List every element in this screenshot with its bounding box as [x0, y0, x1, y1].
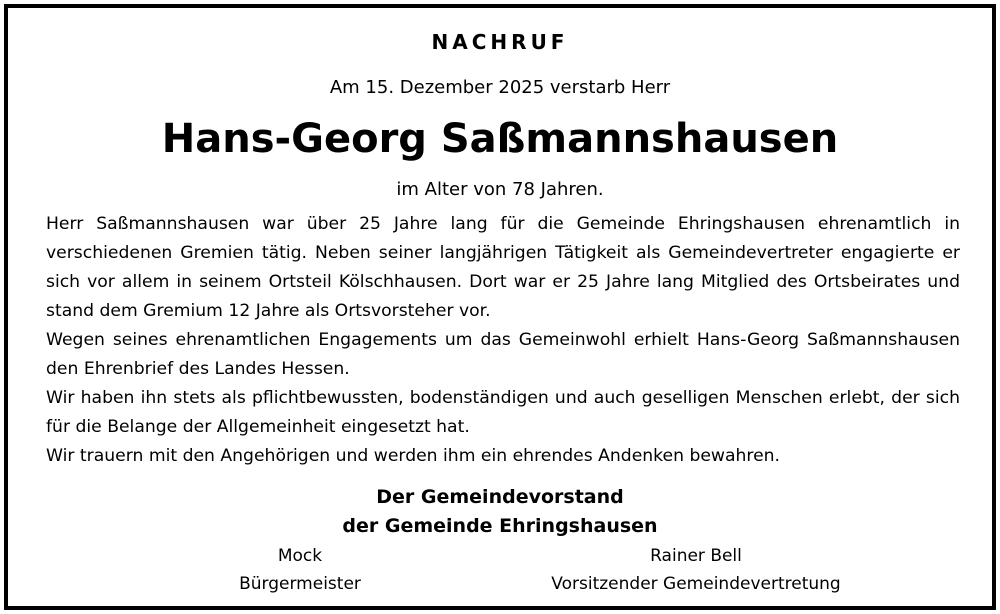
signer-title-left: Bürgermeister	[239, 574, 361, 594]
intro-line: Am 15. Dezember 2025 verstarb Herr	[329, 77, 671, 98]
paragraph-character: Wir haben ihn stets als pflichtbewussten, bodenständigen und auch geselligen Menschen erlebt, der sich für die Belange der Allgemeinheit eingesetzt hat.	[46, 388, 960, 437]
signature-right	[524, 542, 868, 598]
notice-heading: NACHRUF	[431, 30, 569, 54]
deceased-name: Hans-Georg Saßmannshausen	[161, 116, 839, 162]
signatory-line-1: Der Gemeindevorstand	[376, 486, 624, 508]
signer-name-left: Mock	[277, 546, 323, 566]
paragraph-mourning: Wir trauern mit den Angehörigen und werden ihm ein ehrendes Andenken bewahren.	[46, 446, 781, 466]
signatory-organization	[8, 483, 992, 541]
obituary-notice	[4, 4, 996, 610]
obituary-body	[46, 210, 960, 471]
paragraph-honor: Wegen seines ehrenamtlichen Engagements um das Gemeinwohl erhielt Hans-Georg Saßmannshausen den Ehrenbrief des Landes Hessen.	[46, 330, 960, 379]
signer-name-right: Rainer Bell	[650, 546, 742, 566]
signatory-line-2: der Gemeinde Ehringshausen	[342, 515, 658, 537]
signer-title-right: Vorsitzender Gemeindevertretung	[551, 574, 841, 594]
age-line: im Alter von 78 Jahren.	[396, 179, 604, 200]
signature-left	[194, 542, 406, 598]
paragraph-service: Herr Saßmannshausen war über 25 Jahre lang für die Gemeinde Ehringshausen ehrenamtlich in verschiedenen Gremien tätig. Neben seiner langjährigen Tätigkeit als Gemeindevertreter engagierte er sich vor allem in seinem Ortsteil Kölschhausen. Dort war er 25 Jahre lang Mitglied des Ortsbeirates und stand dem Gremium 12 Jahre als Ortsvorsteher vor.	[46, 214, 960, 321]
